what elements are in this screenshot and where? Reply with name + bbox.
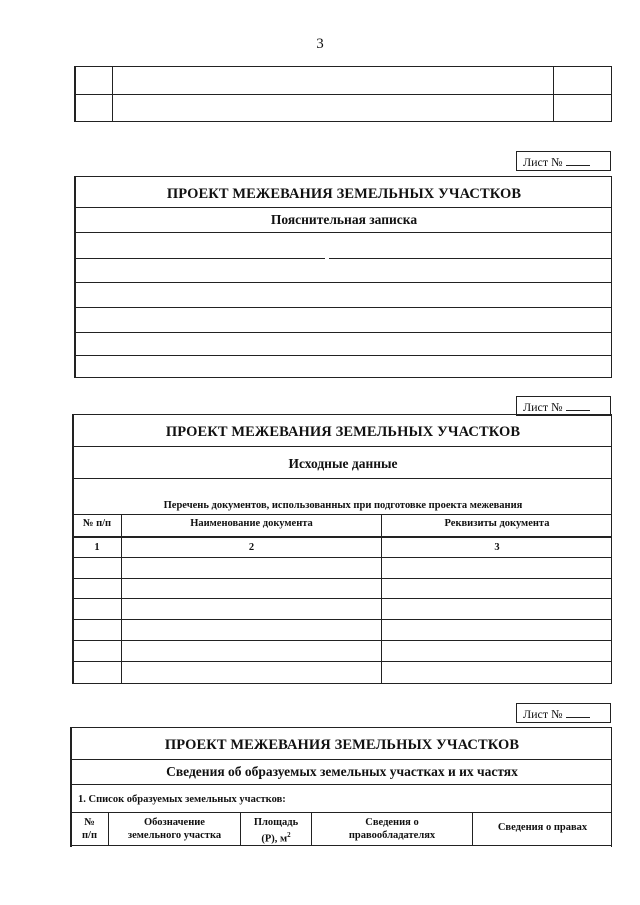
col-header-doc-details: Реквизиты документа [444,518,550,529]
sheet-number-label: Лист № [523,707,563,721]
continuation-col-divider [553,66,554,122]
table-top-border [71,812,612,813]
sheet-number-blank [566,155,590,166]
col-header-holders-line2: правообладателях [348,830,436,841]
writing-line [75,282,612,283]
table-row-border [73,536,612,538]
table-row-border [73,640,612,641]
section3-subtitle: Сведения об образуемых земельных участках и их частях [166,764,518,779]
table-col-border [108,812,109,846]
sheet-number-label: Лист № [523,155,563,169]
table-col-border [381,514,382,684]
col-header-num-line1: № [84,817,95,828]
table-col-border [121,514,122,684]
writing-line [75,332,612,333]
divider [75,207,612,208]
table-row-border [73,557,612,558]
col-header-rights: Сведения о правах [497,822,588,833]
writing-line [75,307,612,308]
section1-subtitle: Пояснительная записка [270,212,418,227]
col-header-holders-line1: Сведения о [365,817,419,828]
divider [71,759,612,760]
table-col-border [472,812,473,846]
col-header-num [71,816,108,842]
page-number: 3 [316,36,324,52]
table-row-border [73,578,612,579]
table-col-border [311,812,312,846]
sheet-number-blank [566,707,590,718]
col-header-num-line2: п/п [81,830,98,841]
col-header-doc-name: Наименование документа [190,518,313,529]
table-row-border [73,661,612,662]
col-header-area-line2-wrap [241,829,311,846]
col-header-holders [312,816,472,842]
table-row-border [73,598,612,599]
divider [73,446,612,447]
table-col-border [240,812,241,846]
col-header-area-line1: Площадь [253,817,299,828]
sheet-number-field [516,396,611,416]
col-header-area-sup: 2 [287,831,291,839]
col-header-designation [109,816,240,842]
formed-plots-list-caption: 1. Список образуемых земельных участков: [78,794,286,805]
col-header-num: № п/п [82,518,112,529]
table-row-border [71,845,612,846]
sheet-number-blank [566,400,590,411]
documents-table-caption: Перечень документов, использованных при подготовке проекта межевания [163,500,523,511]
col-header-designation-line2: земельного участка [127,830,222,841]
section2-title: ПРОЕКТ МЕЖЕВАНИЯ ЗЕМЕЛЬНЫХ УЧАСТКОВ [165,424,521,440]
table-row-border [73,619,612,620]
col-header-designation-line1: Обозначение [144,817,205,828]
col-number-2: 2 [248,542,255,553]
col-header-area [241,816,311,846]
section2-subtitle: Исходные данные [288,456,398,471]
sheet-number-field [516,151,611,171]
writing-line [75,258,325,259]
section3-title: ПРОЕКТ МЕЖЕВАНИЯ ЗЕМЕЛЬНЫХ УЧАСТКОВ [164,737,520,753]
divider [73,478,612,479]
sheet-number-label: Лист № [523,400,563,414]
writing-line [75,355,612,356]
table-top-border [73,514,612,515]
writing-line [329,258,612,259]
continuation-row-divider [74,94,612,95]
divider [71,784,612,785]
col-number-3: 3 [494,542,500,553]
section1-title: ПРОЕКТ МЕЖЕВАНИЯ ЗЕМЕЛЬНЫХ УЧАСТКОВ [166,186,522,202]
col-header-area-line2: (P), м [261,833,288,845]
sheet-number-field [516,703,611,723]
divider [75,232,612,233]
continuation-col-divider [112,66,113,122]
col-number-1: 1 [94,542,100,553]
